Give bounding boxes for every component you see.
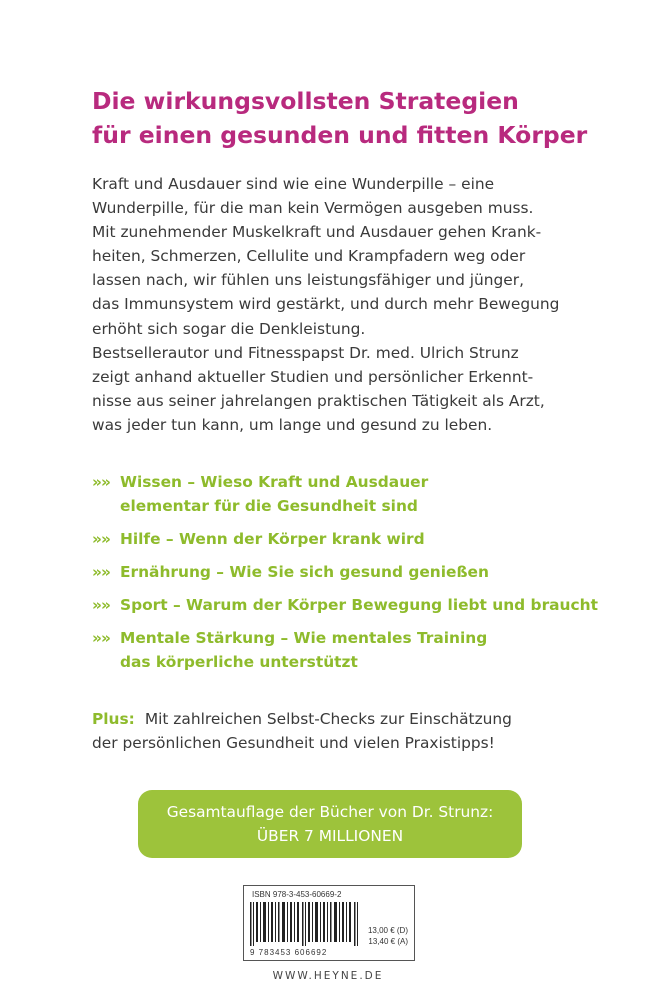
body-line: zeigt anhand aktueller Studien und persönlicher Erkennt- [92,367,534,386]
feature-list [92,470,598,683]
body-line: was jeder tun kann, um lange und gesund zu leben. [92,415,493,434]
body-line: lassen nach, wir fühlen uns leistungsfähiger und jünger, [92,271,524,290]
body-line: erhöht sich sogar die Denkleistung. [92,319,366,338]
price-austria: 13,40 € (A) [368,937,408,946]
body-line: Kraft und Ausdauer sind wie eine Wunderpille – eine [92,175,495,193]
chevrons-icon: »» [92,530,110,548]
feature-text: Ernährung – Wie Sie sich gesund genießen [120,563,489,581]
body-line: Mit zunehmender Muskelkraft und Ausdauer gehen Krank- [92,223,542,242]
feature-item-hilfe [92,527,592,551]
barcode-box [243,885,415,961]
barcode-icon [250,902,362,946]
chevrons-icon: »» [92,473,110,491]
feature-text: das körperliche unterstützt [120,653,358,671]
plus-text-line-1: Mit zahlreichen Selbst-Checks zur Einschätzung [144,710,512,728]
feature-text: elementar für die Gesundheit sind [120,497,418,515]
price-germany: 13,00 € (D) [367,926,408,935]
feature-text: Sport – Warum der Körper Bewegung liebt und braucht [120,596,598,614]
banner-line-1: Gesamtauflage der Bücher von Dr. Strunz: [166,803,494,821]
isbn-label: ISBN 978-3-453-60669-2 [252,890,342,899]
plus-note [92,707,612,755]
feature-item-mentale-staerkung [92,626,592,674]
feature-item-wissen [92,470,592,518]
feature-text: Hilfe – Wenn der Körper krank wird [120,530,425,548]
publisher-website: WWW.HEYNE.DE [272,970,384,982]
feature-text: Wissen – Wieso Kraft und Ausdauer [120,473,429,491]
headline-line-2: für einen gesunden und fitten Körper [92,121,588,149]
chevrons-icon: »» [92,563,110,581]
chevrons-icon: »» [92,596,110,614]
feature-text: Mentale Stärkung – Wie mentales Training [120,629,488,647]
feature-item-ernaehrung [92,560,592,584]
body-line: das Immunsystem wird gestärkt, und durch mehr Bewegung [92,295,560,314]
body-line: Bestsellerautor und Fitnesspapst Dr. med. Ulrich Strunz [92,343,519,362]
chevrons-icon: »» [92,629,110,647]
description-text [92,172,592,437]
sales-banner [138,790,522,858]
body-line: Wunderpille, für die man kein Vermögen ausgeben muss. [92,199,534,218]
headline [92,84,612,152]
plus-label: Plus: [92,710,135,728]
body-line: nisse aus seiner jahrelangen praktischen Tätigkeit als Arzt, [92,391,545,410]
body-line: heiten, Schmerzen, Cellulite und Krampfadern weg oder [92,247,526,266]
barcode-digits: 9 783453 606692 [250,948,328,957]
feature-item-sport [92,593,598,617]
plus-text-line-2: der persönlichen Gesundheit und vielen Praxistipps! [92,734,495,752]
headline-line-1: Die wirkungsvollsten Strategien [92,87,519,115]
banner-line-2: ÜBER 7 MILLIONEN [256,827,404,845]
